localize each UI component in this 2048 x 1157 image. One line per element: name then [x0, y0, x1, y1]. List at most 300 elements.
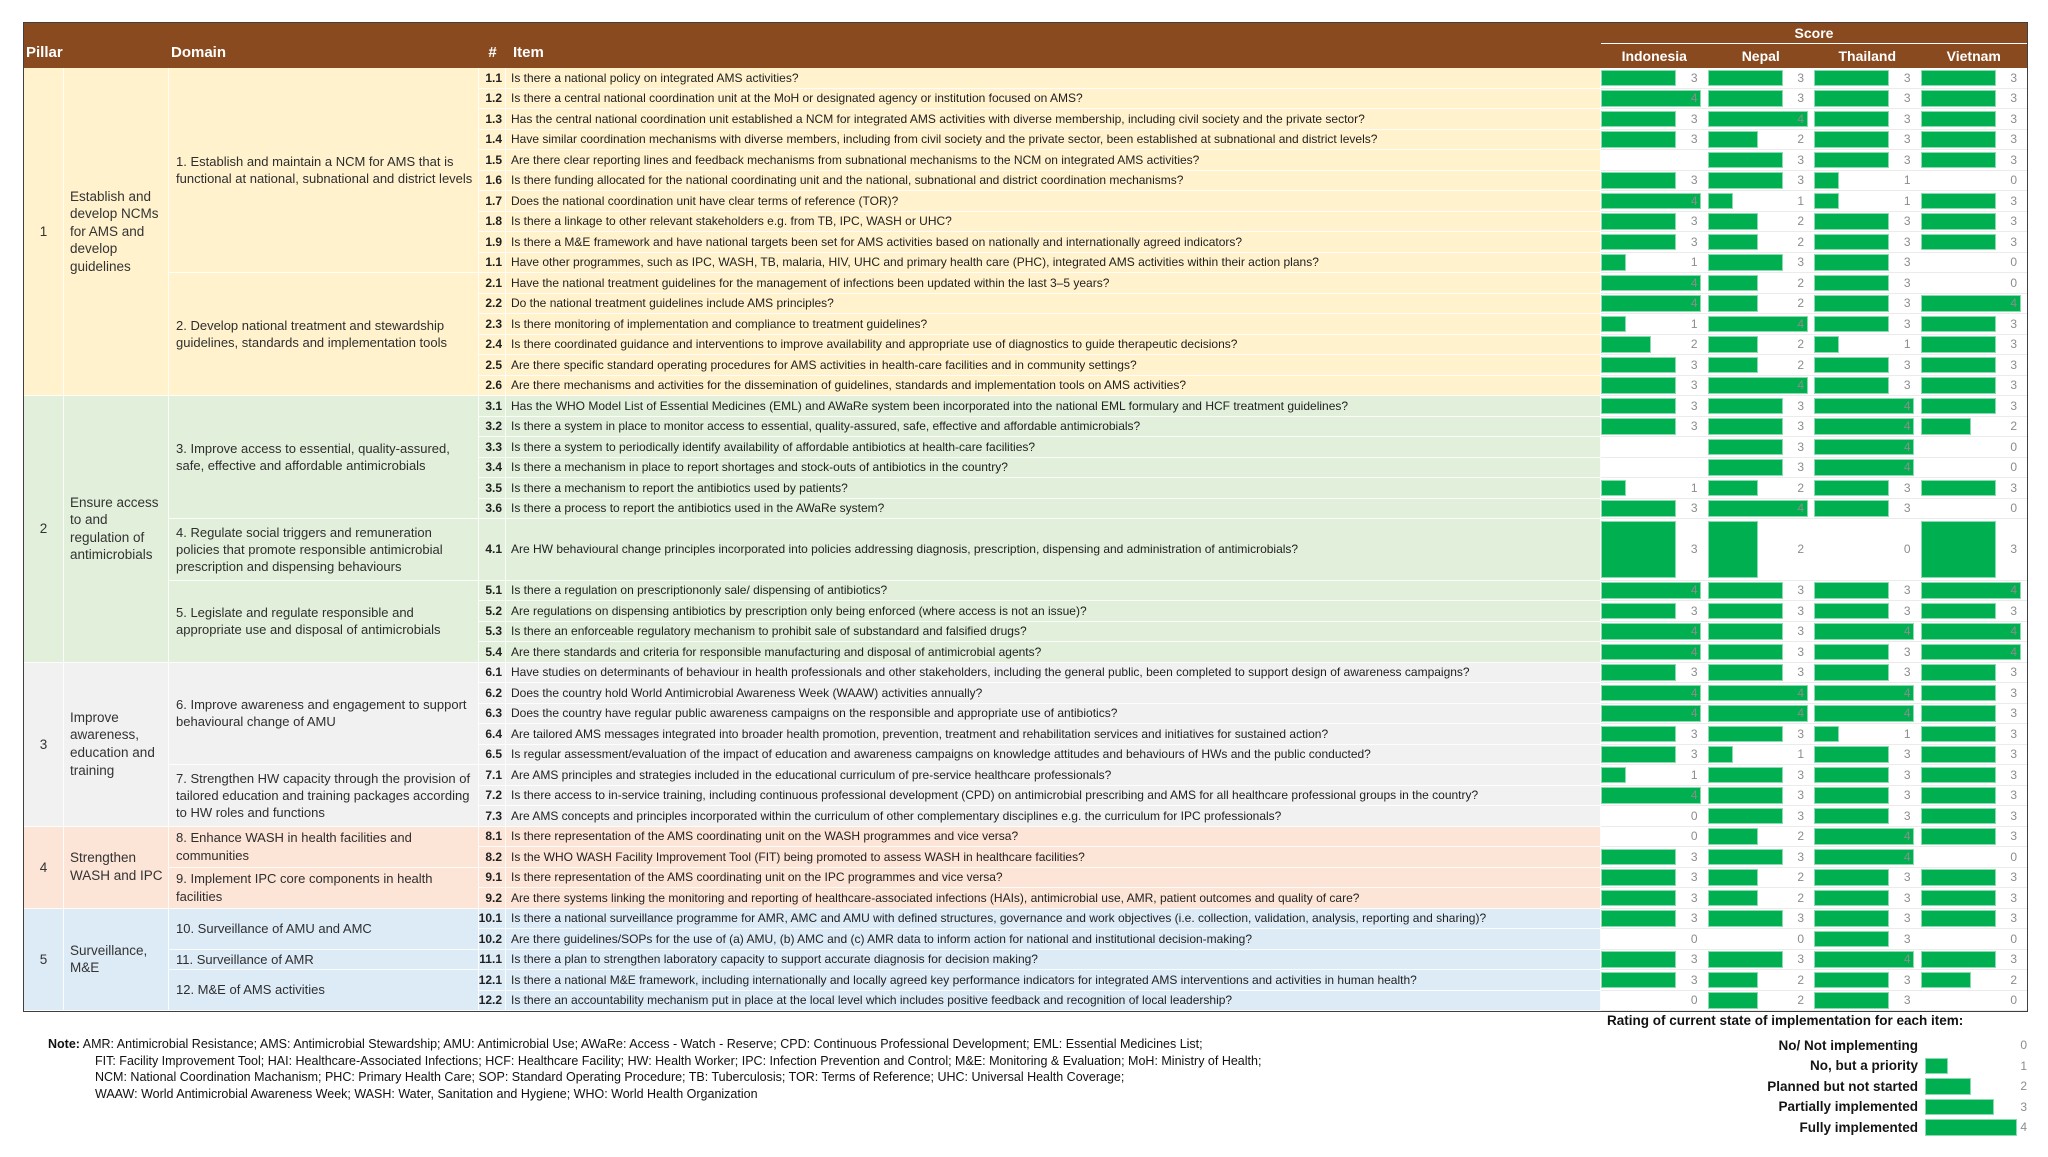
score-bar — [1814, 439, 1914, 456]
score-cell-indonesia-5.3 — [1601, 622, 1708, 643]
legend-bar — [1925, 1058, 1948, 1075]
score-value: 2 — [1797, 542, 1804, 557]
score-bar — [1708, 767, 1783, 784]
score-cell-nepal-6.1 — [1708, 663, 1815, 684]
score-bar — [1814, 336, 1839, 353]
item-number: 12.1 — [479, 970, 506, 991]
table-header — [24, 23, 2027, 68]
score-value: 3 — [1903, 644, 1911, 659]
score-value: 4 — [1797, 378, 1804, 393]
domain-cell: 11. Surveillance of AMR — [169, 950, 479, 971]
score-value: 4 — [1690, 583, 1698, 598]
score-cell-nepal-1.8 — [1708, 212, 1815, 233]
score-value: 3 — [1903, 665, 1911, 680]
score-value: 4 — [1690, 193, 1698, 208]
score-value: 1 — [1690, 255, 1698, 270]
score-bar — [1921, 623, 2021, 640]
score-cell-indonesia-6.4 — [1601, 724, 1708, 745]
score-bar — [1601, 357, 1676, 374]
score-value: 3 — [1903, 501, 1911, 516]
score-value: 3 — [1797, 398, 1804, 413]
score-value: 3 — [1903, 255, 1911, 270]
score-value: 3 — [2010, 542, 2017, 557]
score-cell-vietnam-1.8 — [1921, 212, 2028, 233]
score-cell-thailand-10.2 — [1814, 929, 1921, 950]
score-bar — [1708, 582, 1783, 599]
score-cell-nepal-1.9 — [1708, 232, 1815, 253]
header-country-thailand: Thailand — [1838, 48, 1897, 64]
score-bar — [1708, 70, 1783, 87]
score-bar — [1601, 787, 1701, 804]
score-bar — [1921, 480, 1996, 497]
item-number: 2.2 — [479, 294, 506, 315]
score-bar — [1708, 869, 1758, 886]
score-bar — [1814, 90, 1889, 107]
item-number: 6.3 — [479, 704, 506, 725]
score-cell-thailand-5.1 — [1814, 581, 1921, 602]
score-bar — [1601, 111, 1676, 128]
score-cell-vietnam-3.1 — [1921, 396, 2028, 417]
score-value: 3 — [1903, 767, 1911, 782]
item-number: 12.2 — [479, 991, 506, 1012]
score-cell-nepal-1.4 — [1708, 130, 1815, 151]
item-text: Is there a national surveillance programme for AMR, AMC and AMU with defined structures, governance and work objectives (i.e. collection, validation, analysis, reporting and sharing)? — [506, 909, 1601, 930]
note-prefix: Note: — [48, 1037, 80, 1051]
score-cell-nepal-9.1 — [1708, 868, 1815, 889]
score-value: 3 — [1690, 357, 1698, 372]
score-value: 3 — [1690, 419, 1698, 434]
item-number: 3.6 — [479, 499, 506, 520]
score-cell-thailand-3.6 — [1814, 499, 1921, 520]
score-bar — [1708, 787, 1783, 804]
score-value: 3 — [2010, 398, 2017, 413]
score-cell-vietnam-2.5 — [1921, 355, 2028, 376]
legend-label: Fully implemented — [1799, 1119, 1918, 1135]
score-bar — [1708, 644, 1783, 661]
score-bar — [1601, 705, 1701, 722]
score-cell-thailand-6.5 — [1814, 745, 1921, 766]
score-bar — [1708, 377, 1808, 394]
score-cell-indonesia-6.3 — [1601, 704, 1708, 725]
score-cell-thailand-7.3 — [1814, 806, 1921, 827]
item-text: Have similar coordination mechanisms with diverse members, including from civil society and the private sector, been established at subnational and district levels? — [506, 130, 1601, 151]
score-cell-thailand-3.4 — [1814, 458, 1921, 479]
score-cell-indonesia-7.2 — [1601, 786, 1708, 807]
pillar-number: 5 — [24, 909, 64, 1012]
score-bar — [1921, 336, 1996, 353]
score-cell-thailand-12.2 — [1814, 991, 1921, 1012]
score-bar — [1708, 254, 1783, 271]
score-value: 3 — [1903, 296, 1911, 311]
score-value: 0 — [2010, 931, 2017, 946]
score-bar — [1814, 480, 1889, 497]
score-cell-thailand-2.2 — [1814, 294, 1921, 315]
score-bar — [1921, 664, 1996, 681]
score-value: 3 — [1797, 665, 1804, 680]
item-number: 2.1 — [479, 273, 506, 294]
score-cell-thailand-3.1 — [1814, 396, 1921, 417]
score-bar — [1601, 869, 1676, 886]
item-text: Is there access to in-service training, including continuous professional development (CPD) on antimicrobial prescribing and AMS for all healthcare professional groups in the country? — [506, 786, 1601, 807]
score-cell-vietnam-1.6 — [1921, 171, 2028, 192]
score-cell-nepal-3.6 — [1708, 499, 1815, 520]
score-value: 1 — [1690, 316, 1698, 331]
score-cell-nepal-1.2 — [1708, 89, 1815, 110]
score-value: 3 — [2010, 706, 2017, 721]
note-line: NCM: National Coordination Machanism; PHC: Primary Health Care; SOP: Standard Operating Procedure; TB: Tuberculosis; TOR: Terms of Reference; UHC: Universal Health Coverage; — [95, 1070, 1125, 1084]
item-text: Are there guidelines/SOPs for the use of (a) AMU, (b) AMC and (c) AMR data to inform action for national and institutional decision-making? — [506, 929, 1601, 950]
score-value: 3 — [1903, 316, 1911, 331]
item-number: 6.4 — [479, 724, 506, 745]
score-value: 3 — [2010, 890, 2017, 905]
item-text: Are AMS concepts and principles incorporated within the curriculum of other complementary disciplines e.g. the curriculum for IPC professionals? — [506, 806, 1601, 827]
item-text: Is there a linkage to other relevant stakeholders e.g. from TB, IPC, WASH or UHC? — [506, 212, 1601, 233]
score-cell-thailand-6.2 — [1814, 683, 1921, 704]
score-value: 0 — [2010, 993, 2017, 1008]
header-countries — [1601, 44, 2027, 68]
score-value: 4 — [2010, 644, 2017, 659]
score-value: 4 — [1903, 849, 1911, 864]
score-value: 3 — [1797, 439, 1804, 454]
header-number: # — [488, 44, 497, 61]
score-cell-indonesia-10.1 — [1601, 909, 1708, 930]
item-number: 1.2 — [479, 89, 506, 110]
score-value: 0 — [2010, 173, 2017, 188]
score-value: 4 — [1797, 316, 1804, 331]
score-cell-vietnam-4.1 — [1921, 519, 2028, 581]
score-value: 3 — [1797, 911, 1804, 926]
item-number: 6.1 — [479, 663, 506, 684]
score-value: 4 — [1903, 419, 1911, 434]
score-bar — [1601, 972, 1676, 989]
score-cell-nepal-11.1 — [1708, 950, 1815, 971]
score-value: 3 — [2010, 911, 2017, 926]
score-bar — [1921, 726, 1996, 743]
score-value: 3 — [1797, 767, 1804, 782]
score-bar — [1814, 808, 1889, 825]
score-cell-nepal-2.5 — [1708, 355, 1815, 376]
item-text: Does the country hold World Antimicrobial Awareness Week (WAAW) activities annually? — [506, 683, 1601, 704]
item-number: 5.4 — [479, 642, 506, 663]
score-cell-nepal-3.3 — [1708, 437, 1815, 458]
score-bar — [1921, 213, 1996, 230]
score-cell-vietnam-5.2 — [1921, 601, 2028, 622]
score-cell-thailand-5.3 — [1814, 622, 1921, 643]
score-value: 3 — [1690, 234, 1698, 249]
score-bar — [1708, 90, 1783, 107]
score-bar — [1601, 746, 1676, 763]
legend-value: 3 — [2020, 1099, 2027, 1114]
legend-row — [1550, 1035, 2032, 1056]
item-number: 1.5 — [479, 150, 506, 171]
score-bar — [1601, 849, 1676, 866]
score-bar — [1708, 992, 1758, 1009]
score-bar — [1921, 603, 1996, 620]
score-bar — [1921, 869, 1996, 886]
score-cell-vietnam-2.4 — [1921, 335, 2028, 356]
score-cell-vietnam-5.4 — [1921, 642, 2028, 663]
score-cell-nepal-5.1 — [1708, 581, 1815, 602]
header-score-group — [1601, 23, 2027, 68]
score-cell-vietnam-12.1 — [1921, 970, 2028, 991]
score-cell-vietnam-1.9 — [1921, 232, 2028, 253]
score-bar — [1921, 193, 1996, 210]
score-value: 2 — [1797, 296, 1804, 311]
score-cell-thailand-9.1 — [1814, 868, 1921, 889]
item-number: 3.4 — [479, 458, 506, 479]
score-cell-nepal-3.2 — [1708, 417, 1815, 438]
item-number: 6.2 — [479, 683, 506, 704]
score-bar — [1708, 336, 1758, 353]
score-value: 4 — [1690, 685, 1698, 700]
score-bar — [1814, 70, 1889, 87]
score-bar — [1921, 152, 1996, 169]
score-value: 3 — [2010, 111, 2017, 126]
score-cell-nepal-3.4 — [1708, 458, 1815, 479]
domain-cell: 3. Improve access to essential, quality-assured, safe, effective and affordable antimicrobials — [169, 396, 479, 519]
item-text: Are there mechanisms and activities for the dissemination of guidelines, standards and implementation tools on AMS activities? — [506, 376, 1601, 397]
score-bar — [1921, 234, 1996, 251]
score-value: 2 — [1797, 870, 1804, 885]
score-value: 3 — [1690, 911, 1698, 926]
score-bar — [1708, 418, 1783, 435]
score-value: 3 — [1903, 972, 1911, 987]
item-text: Has the WHO Model List of Essential Medicines (EML) and AWaRe system been incorporated into the national EML formulary and HCF treatment guidelines? — [506, 396, 1601, 417]
score-cell-thailand-12.1 — [1814, 970, 1921, 991]
item-text: Have the national treatment guidelines for the management of infections been updated within the last 3–5 years? — [506, 273, 1601, 294]
score-bar — [1814, 726, 1839, 743]
score-cell-indonesia-1.5 — [1601, 150, 1708, 171]
score-bar — [1708, 459, 1783, 476]
score-value: 0 — [1690, 829, 1698, 844]
score-value: 2 — [1797, 214, 1804, 229]
score-value: 3 — [1797, 603, 1804, 618]
score-value: 3 — [2010, 685, 2017, 700]
score-value: 0 — [1690, 993, 1698, 1008]
score-value: 2 — [1797, 357, 1804, 372]
item-text: Is there an accountability mechanism put in place at the local level which includes positive feedback and recognition of local leadership? — [506, 991, 1601, 1012]
score-bar — [1601, 377, 1676, 394]
score-bar — [1814, 869, 1889, 886]
score-value: 4 — [1797, 501, 1804, 516]
score-value: 1 — [1903, 337, 1911, 352]
score-bar — [1814, 295, 1889, 312]
score-bar — [1708, 172, 1783, 189]
item-number: 5.3 — [479, 622, 506, 643]
score-value: 3 — [1690, 726, 1698, 741]
legend-bar-cell — [1925, 1117, 2029, 1138]
score-value: 3 — [2010, 480, 2017, 495]
score-value: 1 — [1903, 726, 1911, 741]
item-number: 5.1 — [479, 581, 506, 602]
score-cell-nepal-2.1 — [1708, 273, 1815, 294]
score-value: 3 — [1903, 480, 1911, 495]
item-number: 1.9 — [479, 232, 506, 253]
score-bar — [1814, 582, 1889, 599]
score-bar — [1814, 767, 1889, 784]
score-value: 4 — [1797, 706, 1804, 721]
pillar-number: 3 — [24, 663, 64, 827]
score-cell-indonesia-1.6 — [1601, 171, 1708, 192]
score-value: 3 — [1797, 624, 1804, 639]
score-value: 3 — [2010, 337, 2017, 352]
score-cell-indonesia-6.1 — [1601, 663, 1708, 684]
score-cell-indonesia-3.5 — [1601, 478, 1708, 499]
score-bar — [1814, 172, 1839, 189]
score-bar — [1921, 90, 1996, 107]
score-bar — [1921, 767, 1996, 784]
score-bar — [1921, 398, 1996, 415]
score-value: 3 — [1903, 890, 1911, 905]
score-value: 1 — [1903, 173, 1911, 188]
score-cell-nepal-3.5 — [1708, 478, 1815, 499]
score-cell-thailand-1.7 — [1814, 191, 1921, 212]
score-value: 3 — [1903, 747, 1911, 762]
item-number: 9.1 — [479, 868, 506, 889]
score-value: 3 — [1797, 460, 1804, 475]
score-cell-thailand-2.5 — [1814, 355, 1921, 376]
domain-cell: 10. Surveillance of AMU and AMC — [169, 909, 479, 950]
item-text: Are there systems linking the monitoring and reporting of healthcare-associated infections (HAIs), antimicrobial use, AMR, patient outcomes and quality of care? — [506, 888, 1601, 909]
score-bar — [1814, 377, 1889, 394]
score-value: 3 — [1903, 911, 1911, 926]
score-value: 4 — [1903, 706, 1911, 721]
score-cell-thailand-3.5 — [1814, 478, 1921, 499]
score-bar — [1708, 398, 1783, 415]
item-text: Are HW behavioural change principles incorporated into policies addressing diagnosis, prescription, dispensing and administration of antimicrobials? — [506, 519, 1601, 581]
score-value: 3 — [1797, 952, 1804, 967]
score-cell-indonesia-1.9 — [1601, 232, 1708, 253]
score-cell-vietnam-2.2 — [1921, 294, 2028, 315]
score-cell-thailand-1.4 — [1814, 130, 1921, 151]
score-cell-nepal-7.3 — [1708, 806, 1815, 827]
score-value: 1 — [1690, 767, 1698, 782]
score-bar — [1601, 254, 1626, 271]
score-cell-nepal-3.1 — [1708, 396, 1815, 417]
score-cell-vietnam-7.3 — [1921, 806, 2028, 827]
score-cell-thailand-5.2 — [1814, 601, 1921, 622]
item-number: 1.6 — [479, 171, 506, 192]
score-value: 4 — [1903, 624, 1911, 639]
score-value: 3 — [1903, 234, 1911, 249]
legend-row — [1550, 1117, 2032, 1138]
score-bar — [1601, 521, 1676, 579]
score-cell-nepal-1.1 — [1708, 68, 1815, 89]
score-cell-thailand-7.1 — [1814, 765, 1921, 786]
score-bar — [1814, 992, 1889, 1009]
score-value: 3 — [1690, 952, 1698, 967]
score-value: 0 — [2010, 849, 2017, 864]
score-value: 1 — [1797, 193, 1804, 208]
score-cell-thailand-6.1 — [1814, 663, 1921, 684]
score-bar — [1708, 623, 1783, 640]
score-value: 3 — [2010, 829, 2017, 844]
score-bar — [1921, 685, 1996, 702]
item-number: 2.3 — [479, 314, 506, 335]
score-cell-thailand-1.1 — [1814, 68, 1921, 89]
score-value: 3 — [1797, 849, 1804, 864]
score-bar — [1921, 951, 1996, 968]
score-bar — [1601, 398, 1676, 415]
score-cell-vietnam-7.2 — [1921, 786, 2028, 807]
score-bar — [1921, 316, 1996, 333]
score-value: 4 — [1903, 398, 1911, 413]
score-cell-nepal-9.2 — [1708, 888, 1815, 909]
score-value: 3 — [1690, 890, 1698, 905]
score-cell-nepal-1.5 — [1708, 150, 1815, 171]
score-bar — [1708, 951, 1783, 968]
score-value: 2 — [1797, 829, 1804, 844]
header-country-nepal: Nepal — [1741, 48, 1780, 64]
score-bar — [1814, 685, 1914, 702]
score-value: 1 — [1690, 480, 1698, 495]
score-value: 2 — [1797, 972, 1804, 987]
item-number: 3.3 — [479, 437, 506, 458]
score-bar — [1708, 603, 1783, 620]
score-bar — [1601, 90, 1701, 107]
score-cell-indonesia-1.1 — [1601, 253, 1708, 274]
score-bar — [1601, 664, 1676, 681]
score-value: 1 — [1797, 747, 1804, 762]
item-text: Is there a mechanism to report the antibiotics used by patients? — [506, 478, 1601, 499]
legend-value: 4 — [2020, 1120, 2027, 1135]
score-cell-nepal-8.2 — [1708, 847, 1815, 868]
domain-cell: 8. Enhance WASH in health facilities and communities — [169, 827, 479, 868]
score-value: 1 — [1903, 193, 1911, 208]
score-value: 3 — [1690, 747, 1698, 762]
score-bar — [1708, 275, 1758, 292]
score-value: 4 — [1903, 685, 1911, 700]
score-cell-vietnam-1.4 — [1921, 130, 2028, 151]
score-bar — [1814, 972, 1889, 989]
score-value: 3 — [1903, 70, 1911, 85]
score-bar — [1921, 972, 1971, 989]
score-cell-indonesia-8.2 — [1601, 847, 1708, 868]
score-cell-thailand-9.2 — [1814, 888, 1921, 909]
score-cell-indonesia-9.1 — [1601, 868, 1708, 889]
ams-score-table — [23, 22, 2028, 1012]
item-number: 1.1 — [479, 253, 506, 274]
legend-bar — [1925, 1119, 2017, 1136]
score-value: 3 — [1903, 357, 1911, 372]
score-bar — [1601, 480, 1626, 497]
item-number: 2.5 — [479, 355, 506, 376]
score-bar — [1814, 705, 1914, 722]
item-number: 1.1 — [479, 68, 506, 89]
score-bar — [1921, 418, 1971, 435]
score-cell-vietnam-6.2 — [1921, 683, 2028, 704]
score-bar — [1814, 213, 1889, 230]
item-number: 8.1 — [479, 827, 506, 848]
item-text: Does the country have regular public awareness campaigns on the responsible and appropriate use of antibiotics? — [506, 704, 1601, 725]
score-bar — [1708, 849, 1783, 866]
score-cell-thailand-6.4 — [1814, 724, 1921, 745]
score-bar — [1601, 910, 1676, 927]
pillar-name: Strengthen WASH and IPC — [64, 827, 169, 909]
score-bar — [1814, 193, 1839, 210]
item-number: 10.1 — [479, 909, 506, 930]
legend-title: Rating of current state of implementation for each item: — [1607, 1013, 1964, 1028]
score-cell-thailand-1.3 — [1814, 109, 1921, 130]
score-value: 3 — [1797, 91, 1804, 106]
score-value: 2 — [2010, 972, 2017, 987]
note-line — [48, 1036, 1261, 1053]
score-value: 2 — [1797, 234, 1804, 249]
score-bar — [1921, 521, 1996, 579]
legend-value: 1 — [2020, 1058, 2027, 1073]
score-bar — [1708, 213, 1758, 230]
score-value: 3 — [1903, 111, 1911, 126]
